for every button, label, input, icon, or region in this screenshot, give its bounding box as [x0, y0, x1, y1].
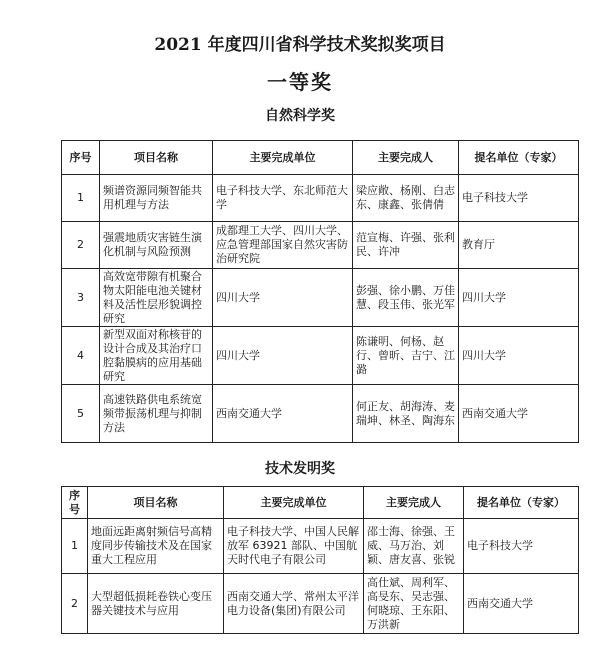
cell-people: 陈谦明、何杨、赵行、曾昕、吉宁、江潞: [353, 327, 459, 385]
cell-seq: 1: [62, 519, 88, 574]
col-header-nominator: 提名单位（专家）: [464, 487, 579, 519]
cell-unit: 西南交通大学: [213, 385, 353, 443]
cell-unit: 四川大学: [213, 269, 353, 327]
col-header-unit: 主要完成单位: [224, 487, 364, 519]
col-header-seq: 序号: [62, 141, 100, 175]
col-header-people: 主要完成人: [364, 487, 464, 519]
cell-project-name: 地面远距离射频信号高精度同步传输技术及在国家重大工程应用: [88, 519, 224, 574]
cell-nominator: 四川大学: [459, 327, 579, 385]
cell-nominator: 电子科技大学: [464, 519, 579, 574]
cell-people: 梁应敞、杨刚、白志东、康鑫、张倩倩: [353, 175, 459, 222]
cell-unit: 四川大学: [213, 327, 353, 385]
table-row: [62, 175, 579, 222]
natural-science-table: [61, 140, 579, 443]
cell-nominator: 教育厅: [459, 222, 579, 269]
col-header-name: 项目名称: [88, 487, 224, 519]
cell-seq: 4: [62, 327, 100, 385]
table-header-row: [62, 487, 579, 519]
col-header-seq: 序号: [62, 487, 88, 519]
cell-unit: 电子科技大学、中国人民解放军 63921 部队、中国航天时代电子有限公司: [224, 519, 364, 574]
cell-project-name: 大型超低损耗卷铁心变压器关键技术与应用: [88, 574, 224, 634]
cell-project-name: 强震地质灾害链生演化机制与风险预测: [100, 222, 213, 269]
cell-seq: 1: [62, 175, 100, 222]
cell-seq: 2: [62, 222, 100, 269]
cell-project-name: 频谱资源同频智能共用机理与方法: [100, 175, 213, 222]
cell-nominator: 西南交通大学: [464, 574, 579, 634]
table-header-row: [62, 141, 579, 175]
col-header-people: 主要完成人: [353, 141, 459, 175]
cell-nominator: 西南交通大学: [459, 385, 579, 443]
natural-science-heading: 自然科学奖: [265, 108, 335, 124]
tech-invention-table: [61, 486, 579, 634]
table-row: [62, 519, 579, 574]
col-header-name: 项目名称: [100, 141, 213, 175]
cell-project-name: 高效宽带隙有机聚合物太阳能电池关键材料及活性层形貌调控研究: [100, 269, 213, 327]
cell-project-name: 高速铁路供电系统宽频带振荡机理与抑制方法: [100, 385, 213, 443]
col-header-unit: 主要完成单位: [213, 141, 353, 175]
col-header-nominator: 提名单位（专家）: [459, 141, 579, 175]
table-row: [62, 574, 579, 634]
table-row: [62, 385, 579, 443]
table-row: [62, 269, 579, 327]
cell-unit: 成都理工大学、四川大学、应急管理部国家自然灾害防治研究院: [213, 222, 353, 269]
cell-unit: 西南交通大学、常州太平洋电力设备(集团)有限公司: [224, 574, 364, 634]
cell-people: 邵士海、徐强、王威、马万治、刘颖、唐友喜、张锐: [364, 519, 464, 574]
cell-unit: 电子科技大学、东北师范大学: [213, 175, 353, 222]
award-level-heading: 一等奖: [267, 70, 333, 94]
document-title: 2021 年度四川省科学技术奖拟奖项目: [154, 35, 446, 55]
cell-people: 何正友、胡海涛、麦瑞坤、林圣、陶海东: [353, 385, 459, 443]
tech-invention-heading: 技术发明奖: [265, 461, 335, 477]
table-row: [62, 222, 579, 269]
cell-people: 范宣梅、许强、张利民、许冲: [353, 222, 459, 269]
table-row: [62, 327, 579, 385]
cell-nominator: 电子科技大学: [459, 175, 579, 222]
cell-people: 高仕斌、周利军、高旻东、吴志强、何晓琼、王东阳、万洪新: [364, 574, 464, 634]
cell-seq: 5: [62, 385, 100, 443]
cell-seq: 2: [62, 574, 88, 634]
cell-nominator: 四川大学: [459, 269, 579, 327]
cell-project-name: 新型双面对称核苷的设计合成及其治疗口腔黏膜病的应用基础研究: [100, 327, 213, 385]
cell-seq: 3: [62, 269, 100, 327]
cell-people: 彭强、徐小鹏、万佳慧、段玉伟、张光军: [353, 269, 459, 327]
